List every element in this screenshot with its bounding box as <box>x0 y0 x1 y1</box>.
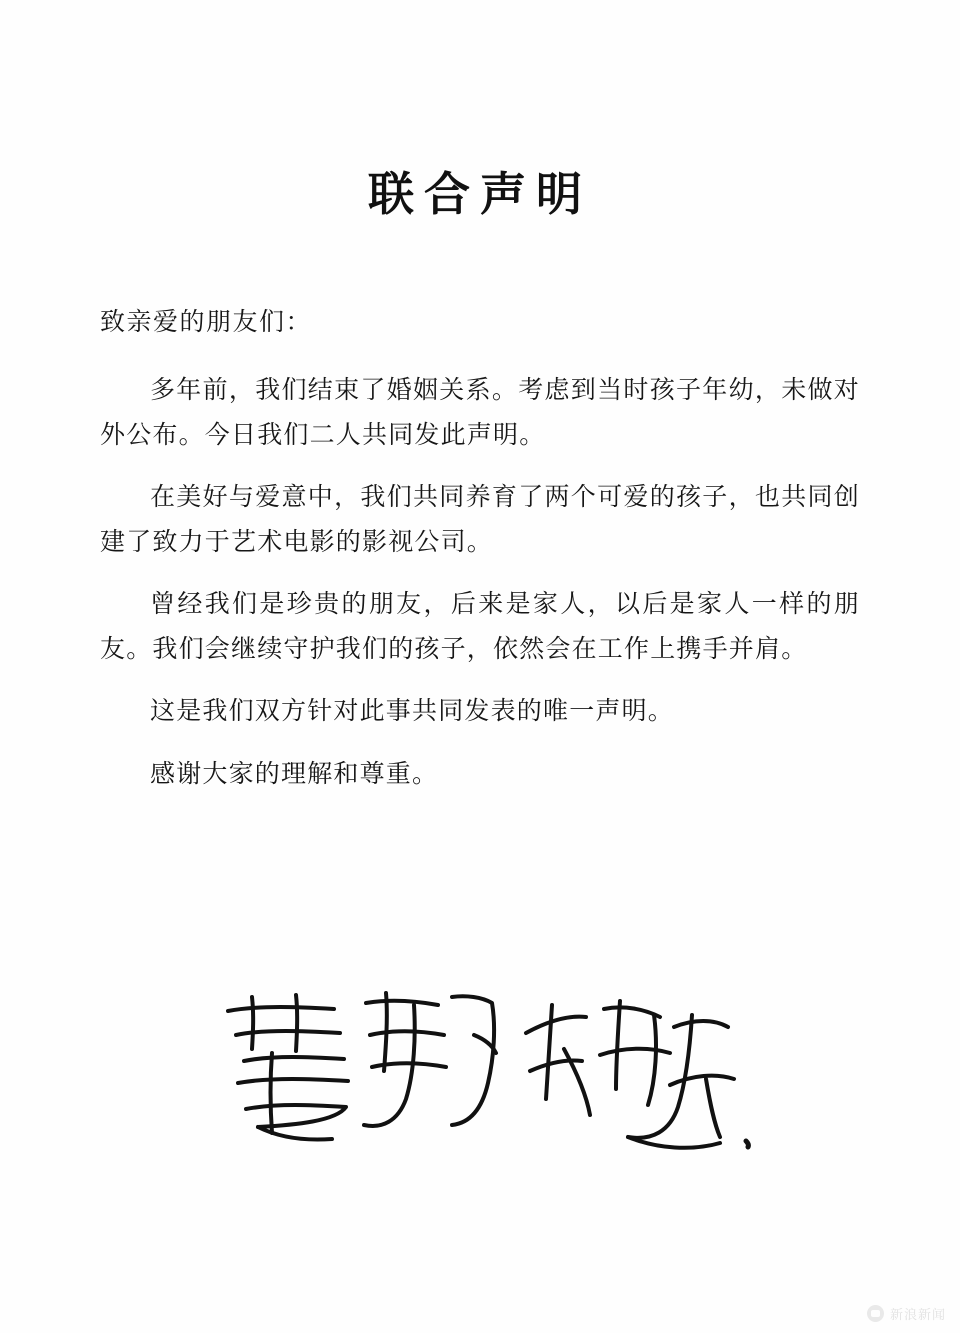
watermark <box>867 1304 946 1323</box>
watermark-label: 新浪新闻 <box>889 1307 946 1322</box>
document-body <box>100 224 860 796</box>
salutation: 致亲爱的朋友们： <box>100 307 313 336</box>
signature-area <box>0 975 960 1195</box>
paragraph-5: 感谢大家的理解和尊重。 <box>150 758 439 788</box>
handwritten-signature-icon <box>200 975 760 1175</box>
paragraph-4: 这是我们双方针对此事共同发表的唯一声明。 <box>150 696 675 725</box>
paragraph-1: 多年前，我们结束了婚姻关系。考虑到当时孩子年幼，未做对外公布。今日我们二人共同发此声明。 <box>100 375 860 449</box>
paragraph-2: 在美好与爱意中，我们共同养育了两个可爱的孩子，也共同创建了致力于艺术电影的影视公司。 <box>100 482 860 556</box>
weibo-logo-icon <box>867 1305 884 1322</box>
page-title: 联合声明 <box>368 167 592 221</box>
paragraph-3: 曾经我们是珍贵的朋友，后来是家人，以后是家人一样的朋友。我们会继续守护我们的孩子，依然会在工作上携手并肩。 <box>100 589 860 663</box>
